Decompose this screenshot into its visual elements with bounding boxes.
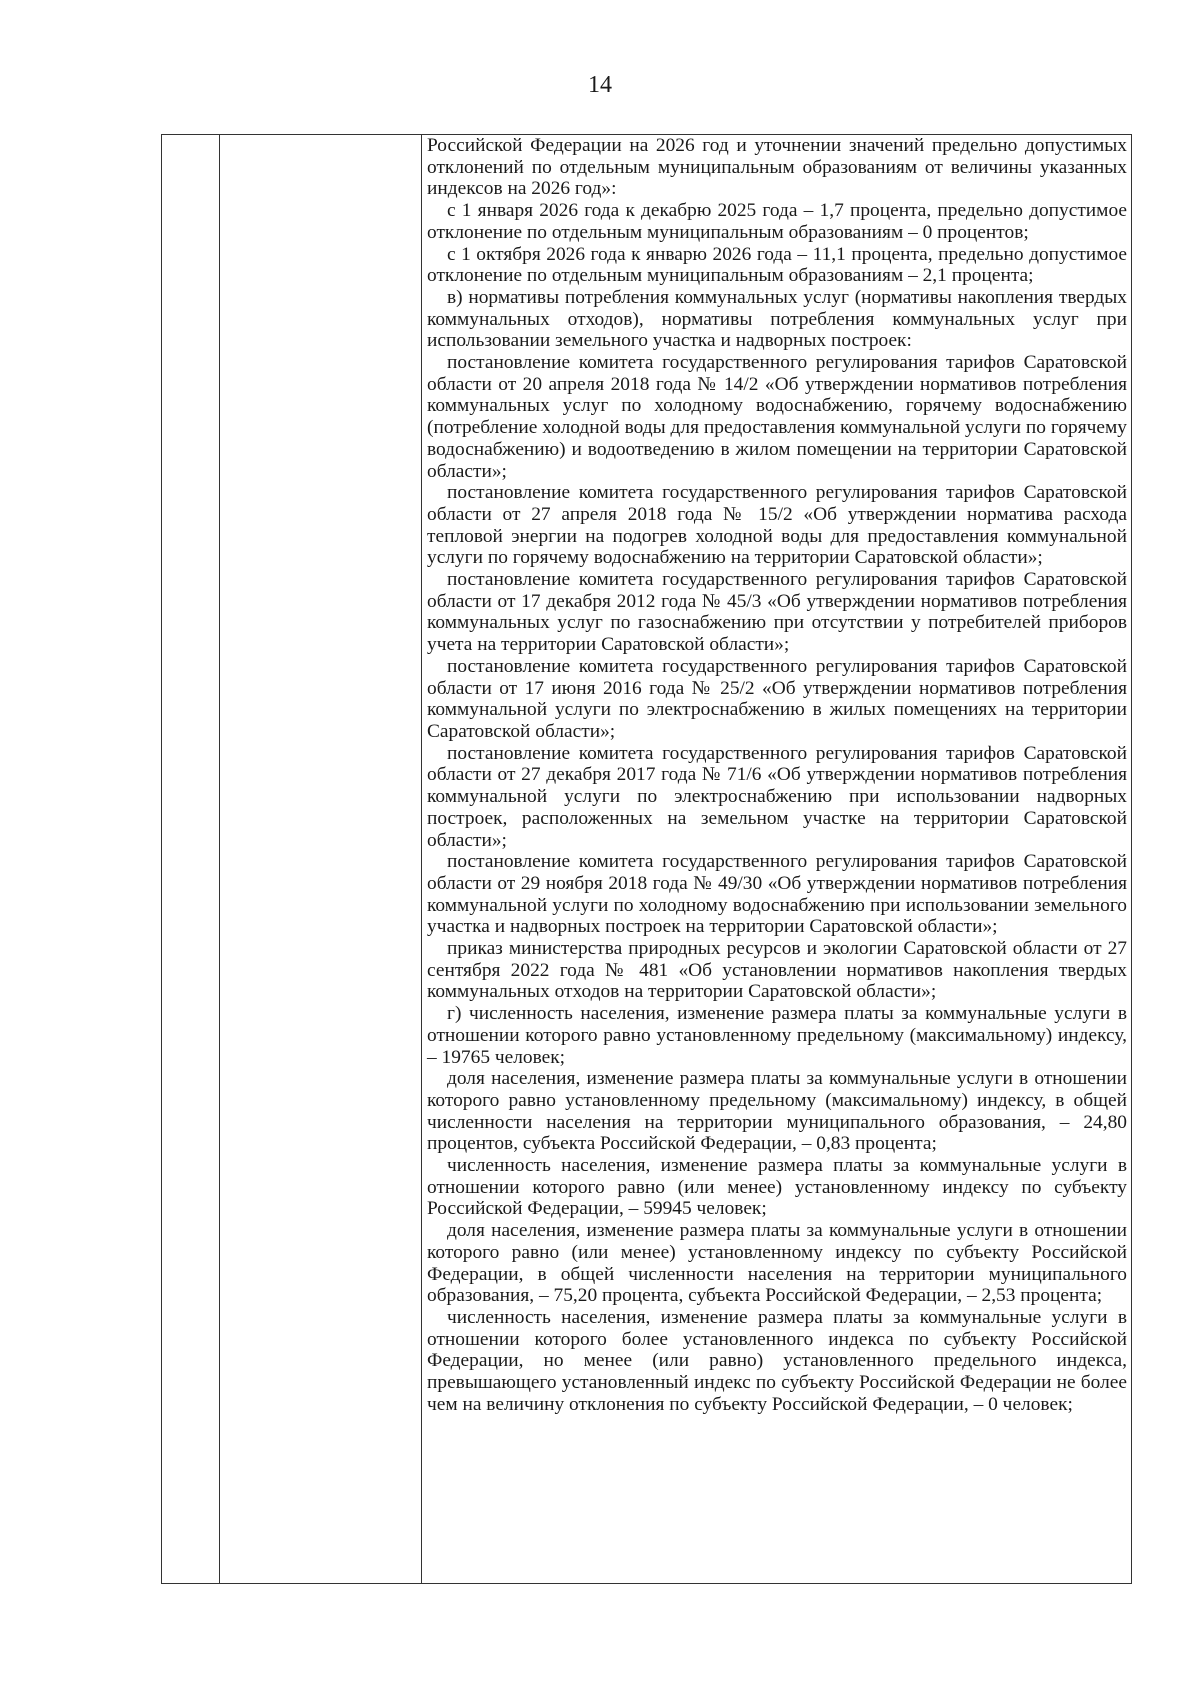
paragraph: приказ министерства природных ресурсов и экологии Саратовской области от 27 сентября 2022 года № 481 «Об установлении нормативов накопления твердых коммунальных отходов на территории Саратовской области»; — [427, 938, 1127, 1003]
page-number: 14 — [588, 72, 612, 98]
paragraph: с 1 октября 2026 года к январю 2026 года – 11,1 процента, предельно допустимое отклонение по отдельным муниципальным образованиям – 2,1 процента; — [427, 243, 1127, 287]
paragraph: Российской Федерации на 2026 год и уточнении значений предельно допустимых отклонений по отдельным муниципальным образованиям от величины указанных индексов на 2026 год»: — [427, 135, 1127, 200]
paragraph: в) нормативы потребления коммунальных услуг (нормативы накопления твердых коммунальных отходов), нормативы потребления коммунальных услуг при использовании земельного участка и надворных построек: — [427, 286, 1127, 352]
paragraph: постановление комитета государственного регулирования тарифов Саратовской области от 20 апреля 2018 года № 14/2 «Об утверждении нормативов потребления коммунальных услуг по холодному водоснабжению, горячему водоснабжению (потребление холодной воды для предоставления коммунальной услуги по горячему водоснабжению) и водоотведению в жилом помещении на территории Саратовской области»; — [427, 352, 1127, 482]
document-table — [161, 134, 1132, 1584]
paragraph: постановление комитета государственного регулирования тарифов Саратовской области от 27 апреля 2018 года № 15/2 «Об утверждении норматива расхода тепловой энергии на подогрев холодной воды для предоставления коммунальной услуги по горячему водоснабжению на территории Саратовской области»; — [427, 482, 1127, 569]
table-cell-text — [427, 135, 1127, 1415]
paragraph: постановление комитета государственного регулирования тарифов Саратовской области от 29 ноября 2018 года № 49/30 «Об утверждении нормативов потребления коммунальной услуги по холодному водоснабжению при использовании земельного участка и надворных построек на территории Саратовской области»; — [427, 851, 1127, 938]
paragraph: численность населения, изменение размера платы за коммунальные услуги в отношении которого равно (или менее) установленному индексу по субъекту Российской Федерации, – 59945 человек; — [427, 1155, 1127, 1220]
column-divider — [219, 135, 220, 1583]
paragraph: постановление комитета государственного регулирования тарифов Саратовской области от 17 декабря 2012 года № 45/3 «Об утверждении нормативов потребления коммунальных услуг по газоснабжению при отсутствии у потребителей приборов учета на территории Саратовской области»; — [427, 569, 1127, 656]
paragraph: численность населения, изменение размера платы за коммунальные услуги в отношении которого более установленного индекса по субъекту Российской Федерации, но менее (или равно) установленного предельного индекса, превышающего установленный индекс по субъекту Российской Федерации не более чем на величину отклонения по субъекту Российской Федерации, – 0 человек; — [427, 1306, 1127, 1415]
paragraph: постановление комитета государственного регулирования тарифов Саратовской области от 27 декабря 2017 года № 71/6 «Об утверждении нормативов потребления коммунальной услуги по электроснабжению при использовании надворных построек, расположенных на земельном участке на территории Саратовской области»; — [427, 742, 1127, 851]
paragraph: доля населения, изменение размера платы за коммунальные услуги в отношении которого равно (или менее) установленному индексу по субъекту Российской Федерации, в общей численности населения на территории муниципального образования, – 75,20 процента, субъекта Российской Федерации, – 2,53 процента; — [427, 1220, 1127, 1307]
paragraph: доля населения, изменение размера платы за коммунальные услуги в отношении которого равно установленному предельному (максимальному) индексу, в общей численности населения на территории муниципального образования, – 24,80 процентов, субъекта Российской Федерации, – 0,83 процента; — [427, 1068, 1127, 1155]
paragraph: постановление комитета государственного регулирования тарифов Саратовской области от 17 июня 2016 года № 25/2 «Об утверждении нормативов потребления коммунальной услуги по электроснабжению в жилых помещениях на территории Саратовской области»; — [427, 655, 1127, 742]
paragraph: г) численность населения, изменение размера платы за коммунальные услуги в отношении которого равно установленному предельному (максимальному) индексу, – 19765 человек; — [427, 1003, 1127, 1068]
paragraph: с 1 января 2026 года к декабрю 2025 года – 1,7 процента, предельно допустимое отклонение по отдельным муниципальным образованиям – 0 процентов; — [427, 200, 1127, 243]
column-divider — [421, 135, 422, 1583]
